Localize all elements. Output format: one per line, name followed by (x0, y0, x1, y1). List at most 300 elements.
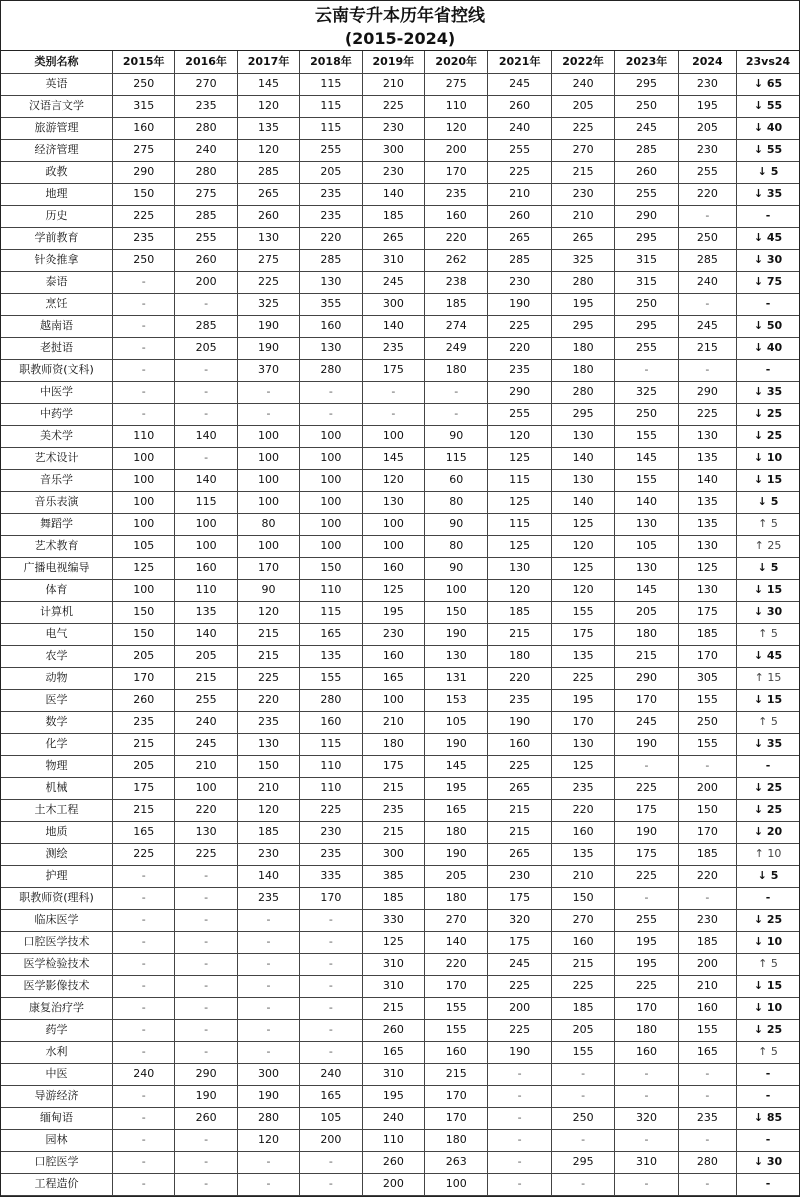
change-cell: ↓ 35 (737, 733, 799, 755)
table-row (1, 887, 799, 909)
score-cell: 140 (362, 183, 424, 205)
score-cell: 140 (678, 469, 736, 491)
score-cell: 274 (425, 315, 488, 337)
score-cell: - (300, 931, 362, 953)
score-cell: 225 (362, 95, 424, 117)
table-row (1, 117, 799, 139)
score-cell: 160 (615, 1041, 678, 1063)
score-cell: 120 (488, 425, 551, 447)
score-cell: 195 (425, 777, 488, 799)
score-cell: 225 (488, 975, 551, 997)
major-name-cell: 化学 (1, 733, 113, 755)
score-cell: 175 (678, 601, 736, 623)
score-cell: - (237, 403, 299, 425)
score-cell: 100 (175, 777, 237, 799)
score-cell: 225 (488, 1019, 551, 1041)
score-cell: 185 (425, 293, 488, 315)
table-row (1, 1019, 799, 1041)
score-cell: 262 (425, 249, 488, 271)
score-cell: - (175, 975, 237, 997)
score-cell: 185 (237, 821, 299, 843)
title-line-1: 云南专升本历年省控线 (315, 6, 485, 26)
change-cell: ↓ 25 (737, 1019, 799, 1041)
score-cell: 220 (488, 667, 551, 689)
table-row (1, 953, 799, 975)
change-cell: - (737, 755, 799, 777)
document-title (1, 1, 799, 51)
score-cell: 155 (300, 667, 362, 689)
score-cell: 320 (615, 1107, 678, 1129)
score-cell: 100 (113, 513, 175, 535)
score-cell: 215 (237, 623, 299, 645)
table-row (1, 931, 799, 953)
score-cell: 280 (175, 117, 237, 139)
score-cell: - (678, 359, 736, 381)
score-cell: 190 (425, 733, 488, 755)
score-cell: 165 (362, 1041, 424, 1063)
score-cell: 240 (362, 1107, 424, 1129)
score-cell: 120 (237, 799, 299, 821)
change-cell: ↑ 15 (737, 667, 799, 689)
score-cell: 260 (615, 161, 678, 183)
score-cell: 135 (300, 645, 362, 667)
score-cell: 260 (175, 1107, 237, 1129)
score-cell: 125 (488, 535, 551, 557)
score-cell: 135 (237, 117, 299, 139)
score-cell: 290 (113, 161, 175, 183)
score-cell: 100 (175, 535, 237, 557)
score-cell: 185 (362, 205, 424, 227)
score-cell: - (237, 1041, 299, 1063)
score-cell: 140 (175, 425, 237, 447)
score-cell: 200 (175, 271, 237, 293)
score-cell: 315 (113, 95, 175, 117)
table-row (1, 425, 799, 447)
score-cell: 190 (425, 623, 488, 645)
score-cell: - (175, 1129, 237, 1151)
score-cell: 165 (678, 1041, 736, 1063)
score-cell: 115 (488, 469, 551, 491)
score-cell: 115 (300, 601, 362, 623)
score-cell: 220 (425, 953, 488, 975)
score-cell: 220 (300, 227, 362, 249)
score-cell: 125 (488, 491, 551, 513)
table-row (1, 1063, 799, 1085)
table-row (1, 1107, 799, 1129)
score-cell: 245 (488, 953, 551, 975)
score-cell: - (237, 931, 299, 953)
score-cell: 100 (300, 491, 362, 513)
score-cell: 130 (175, 821, 237, 843)
score-cell: - (175, 403, 237, 425)
major-name-cell: 广播电视编导 (1, 557, 113, 579)
major-name-cell: 口腔医学 (1, 1151, 113, 1173)
score-cell: 185 (678, 623, 736, 645)
score-cell: 215 (425, 1063, 488, 1085)
score-cell: 250 (113, 73, 175, 95)
score-cell: 235 (237, 887, 299, 909)
major-name-cell: 导游经济 (1, 1085, 113, 1107)
score-cell: - (175, 1151, 237, 1173)
table-row (1, 909, 799, 931)
major-name-cell: 越南语 (1, 315, 113, 337)
table-row (1, 183, 799, 205)
score-cell: 210 (678, 975, 736, 997)
score-cell: 130 (615, 557, 678, 579)
score-cell: - (678, 205, 736, 227)
score-cell: 180 (425, 359, 488, 381)
score-cell: 260 (237, 205, 299, 227)
score-cell: 100 (425, 579, 488, 601)
score-cell: 225 (615, 975, 678, 997)
score-cell: 110 (362, 1129, 424, 1151)
score-cell: - (362, 403, 424, 425)
score-cell: 230 (678, 139, 736, 161)
score-cell: 115 (425, 447, 488, 469)
change-cell: ↓ 5 (737, 557, 799, 579)
score-cell: 160 (425, 1041, 488, 1063)
score-cell: 205 (425, 865, 488, 887)
score-cell: 245 (488, 73, 551, 95)
table-row (1, 821, 799, 843)
score-cell: 235 (488, 689, 551, 711)
score-cell: 100 (300, 513, 362, 535)
score-cell: 110 (300, 777, 362, 799)
score-cell: 200 (488, 997, 551, 1019)
score-cell: - (237, 953, 299, 975)
score-cell: 220 (175, 799, 237, 821)
score-cell: 100 (300, 447, 362, 469)
score-cell: 140 (175, 623, 237, 645)
score-cell: - (113, 293, 175, 315)
score-cell: 145 (615, 447, 678, 469)
major-name-cell: 水利 (1, 1041, 113, 1063)
score-cell: 170 (678, 645, 736, 667)
column-header: 2022年 (551, 51, 614, 73)
score-cell: - (488, 1063, 551, 1085)
score-cell: 240 (488, 117, 551, 139)
change-cell: ↑ 5 (737, 513, 799, 535)
score-cell: 310 (362, 975, 424, 997)
score-cell: 255 (615, 909, 678, 931)
table-row (1, 711, 799, 733)
score-cell: 145 (425, 755, 488, 777)
major-name-cell: 药学 (1, 1019, 113, 1041)
score-cell: 160 (362, 645, 424, 667)
score-cell: 235 (113, 227, 175, 249)
score-cell: 170 (615, 997, 678, 1019)
score-cell: - (113, 865, 175, 887)
score-cell: 205 (113, 645, 175, 667)
score-cell: 175 (615, 799, 678, 821)
score-cell: - (300, 381, 362, 403)
column-header: 类别名称 (1, 51, 113, 73)
score-cell: - (113, 271, 175, 293)
score-cell: 215 (551, 161, 614, 183)
major-name-cell: 动物 (1, 667, 113, 689)
score-cell: 110 (300, 579, 362, 601)
table-row (1, 557, 799, 579)
change-cell: ↓ 10 (737, 931, 799, 953)
table-row (1, 843, 799, 865)
change-cell: ↓ 55 (737, 95, 799, 117)
score-cell: 250 (113, 249, 175, 271)
score-cell: 160 (113, 117, 175, 139)
major-name-cell: 中药学 (1, 403, 113, 425)
score-cell: - (113, 931, 175, 953)
major-name-cell: 口腔医学技术 (1, 931, 113, 953)
score-cell: 280 (175, 161, 237, 183)
score-cell: 205 (551, 1019, 614, 1041)
column-header: 2020年 (425, 51, 488, 73)
score-cell: 245 (615, 711, 678, 733)
score-cell: 315 (615, 249, 678, 271)
score-cell: - (300, 997, 362, 1019)
score-cell: 255 (300, 139, 362, 161)
change-cell: ↑ 5 (737, 1041, 799, 1063)
score-cell: 355 (300, 293, 362, 315)
score-cell: 150 (300, 557, 362, 579)
major-name-cell: 护理 (1, 865, 113, 887)
table-row (1, 579, 799, 601)
major-name-cell: 学前教育 (1, 227, 113, 249)
change-cell: ↓ 35 (737, 381, 799, 403)
score-cell: 285 (175, 315, 237, 337)
major-name-cell: 音乐表演 (1, 491, 113, 513)
score-cell: 230 (488, 865, 551, 887)
table-row (1, 227, 799, 249)
score-cell: 125 (551, 755, 614, 777)
score-cell: 160 (300, 315, 362, 337)
score-cell: - (113, 337, 175, 359)
score-cell: 130 (237, 227, 299, 249)
score-cell: 130 (678, 425, 736, 447)
table-row (1, 381, 799, 403)
score-cell: 300 (362, 139, 424, 161)
change-cell: ↓ 5 (737, 491, 799, 513)
score-cell: 280 (551, 271, 614, 293)
score-cell: 285 (615, 139, 678, 161)
score-cell: 115 (300, 73, 362, 95)
score-cell: 180 (362, 733, 424, 755)
change-cell: ↓ 10 (737, 447, 799, 469)
score-cell: 275 (113, 139, 175, 161)
score-cell: 215 (488, 799, 551, 821)
table-row (1, 513, 799, 535)
score-cell: 245 (615, 117, 678, 139)
score-cell: 195 (615, 953, 678, 975)
score-cell: 150 (678, 799, 736, 821)
score-cell: 115 (175, 491, 237, 513)
score-cell: 255 (615, 183, 678, 205)
major-name-cell: 经济管理 (1, 139, 113, 161)
major-name-cell: 地理 (1, 183, 113, 205)
major-name-cell: 地质 (1, 821, 113, 843)
score-cell: 240 (175, 711, 237, 733)
score-cell: - (175, 1019, 237, 1041)
score-cell: 230 (300, 821, 362, 843)
score-cell: 225 (615, 777, 678, 799)
score-cell: - (113, 1107, 175, 1129)
score-cell: 100 (237, 491, 299, 513)
score-cell: 250 (678, 711, 736, 733)
score-cell: 80 (237, 513, 299, 535)
score-cell: 205 (113, 755, 175, 777)
score-cell: 130 (678, 535, 736, 557)
score-cell: 60 (425, 469, 488, 491)
score-cell: 260 (175, 249, 237, 271)
score-cell: 240 (551, 73, 614, 95)
score-cell: 170 (615, 689, 678, 711)
table-row (1, 689, 799, 711)
change-cell: ↓ 25 (737, 799, 799, 821)
table-row (1, 403, 799, 425)
major-name-cell: 汉语言文学 (1, 95, 113, 117)
score-cell: 205 (175, 337, 237, 359)
score-cell: 280 (300, 689, 362, 711)
score-cell: 160 (425, 205, 488, 227)
score-cell: 190 (488, 1041, 551, 1063)
score-cell: 180 (425, 887, 488, 909)
score-cell: - (488, 1173, 551, 1195)
score-cell: 110 (175, 579, 237, 601)
score-cell: - (113, 909, 175, 931)
score-cell: 275 (175, 183, 237, 205)
score-cell: 165 (425, 799, 488, 821)
score-cell: 175 (551, 623, 614, 645)
score-cell: 235 (300, 843, 362, 865)
score-cell: 180 (425, 1129, 488, 1151)
score-cell: 140 (615, 491, 678, 513)
score-cell: - (488, 1107, 551, 1129)
score-cell: 155 (678, 1019, 736, 1041)
change-cell: ↓ 30 (737, 249, 799, 271)
score-cell: 160 (175, 557, 237, 579)
major-name-cell: 医学影像技术 (1, 975, 113, 997)
score-cell: 265 (488, 843, 551, 865)
score-cell: 240 (678, 271, 736, 293)
score-cell: 215 (678, 337, 736, 359)
score-cell: 270 (551, 139, 614, 161)
score-cell: 225 (113, 205, 175, 227)
score-cell: 270 (175, 73, 237, 95)
table-row (1, 1041, 799, 1063)
score-cell: 263 (425, 1151, 488, 1173)
major-name-cell: 职教师资(理科) (1, 887, 113, 909)
score-cell: 130 (615, 513, 678, 535)
score-cell: 165 (300, 1085, 362, 1107)
score-cell: 255 (488, 139, 551, 161)
score-cell: - (175, 909, 237, 931)
score-cell: 175 (362, 755, 424, 777)
score-cell: 170 (425, 161, 488, 183)
score-cell: 215 (175, 667, 237, 689)
score-cell: 230 (678, 909, 736, 931)
score-cell: - (300, 403, 362, 425)
score-cell: 195 (551, 689, 614, 711)
score-cell: 235 (175, 95, 237, 117)
score-cell: 190 (615, 821, 678, 843)
score-cell: 235 (300, 205, 362, 227)
score-cell: 145 (362, 447, 424, 469)
score-cell: 215 (615, 645, 678, 667)
score-cell: 220 (488, 337, 551, 359)
score-cell: 260 (488, 205, 551, 227)
table-row (1, 139, 799, 161)
score-cell: 130 (237, 733, 299, 755)
score-cell: - (237, 381, 299, 403)
score-cell: 205 (551, 95, 614, 117)
score-cell: - (237, 1019, 299, 1041)
score-cell: 130 (551, 469, 614, 491)
major-name-cell: 数学 (1, 711, 113, 733)
score-cell: - (300, 1173, 362, 1195)
score-cell: 285 (175, 205, 237, 227)
score-cell: 240 (175, 139, 237, 161)
score-cell: 190 (488, 711, 551, 733)
table-row (1, 535, 799, 557)
score-cell: 175 (362, 359, 424, 381)
table-row (1, 667, 799, 689)
score-cell: 155 (615, 425, 678, 447)
table-row (1, 1151, 799, 1173)
score-cell: - (300, 1151, 362, 1173)
score-cell: 285 (237, 161, 299, 183)
change-cell: ↓ 85 (737, 1107, 799, 1129)
score-cell: 115 (488, 513, 551, 535)
score-cell: - (678, 1085, 736, 1107)
score-cell: 285 (678, 249, 736, 271)
score-cell: 205 (615, 601, 678, 623)
score-cell: 225 (551, 667, 614, 689)
score-cell: - (615, 359, 678, 381)
change-cell: ↓ 30 (737, 1151, 799, 1173)
change-cell: - (737, 359, 799, 381)
score-cell: 130 (551, 733, 614, 755)
score-cell: - (113, 1019, 175, 1041)
score-cell: 210 (362, 73, 424, 95)
score-cell: 225 (488, 161, 551, 183)
table-row (1, 997, 799, 1019)
title-line-2: (2015-2024) (344, 29, 456, 48)
score-cell: 155 (678, 733, 736, 755)
change-cell: - (737, 1173, 799, 1195)
change-cell: - (737, 1085, 799, 1107)
score-cell: 225 (678, 403, 736, 425)
score-cell: 250 (615, 293, 678, 315)
score-cell: 215 (113, 799, 175, 821)
score-cell: 205 (300, 161, 362, 183)
column-header: 23vs24 (737, 51, 799, 73)
score-cell: 305 (678, 667, 736, 689)
score-cell: 245 (175, 733, 237, 755)
table-row (1, 777, 799, 799)
change-cell: - (737, 887, 799, 909)
score-cell: 170 (551, 711, 614, 733)
score-cell: 230 (488, 271, 551, 293)
score-cell: 100 (237, 447, 299, 469)
major-name-cell: 泰语 (1, 271, 113, 293)
score-cell: 100 (362, 535, 424, 557)
change-cell: ↓ 15 (737, 469, 799, 491)
score-cell: 180 (425, 821, 488, 843)
score-cell: 290 (615, 205, 678, 227)
score-cell: 155 (551, 1041, 614, 1063)
score-cell: 190 (237, 315, 299, 337)
score-cell: 100 (237, 469, 299, 491)
change-cell: ↓ 20 (737, 821, 799, 843)
major-name-cell: 土木工程 (1, 799, 113, 821)
